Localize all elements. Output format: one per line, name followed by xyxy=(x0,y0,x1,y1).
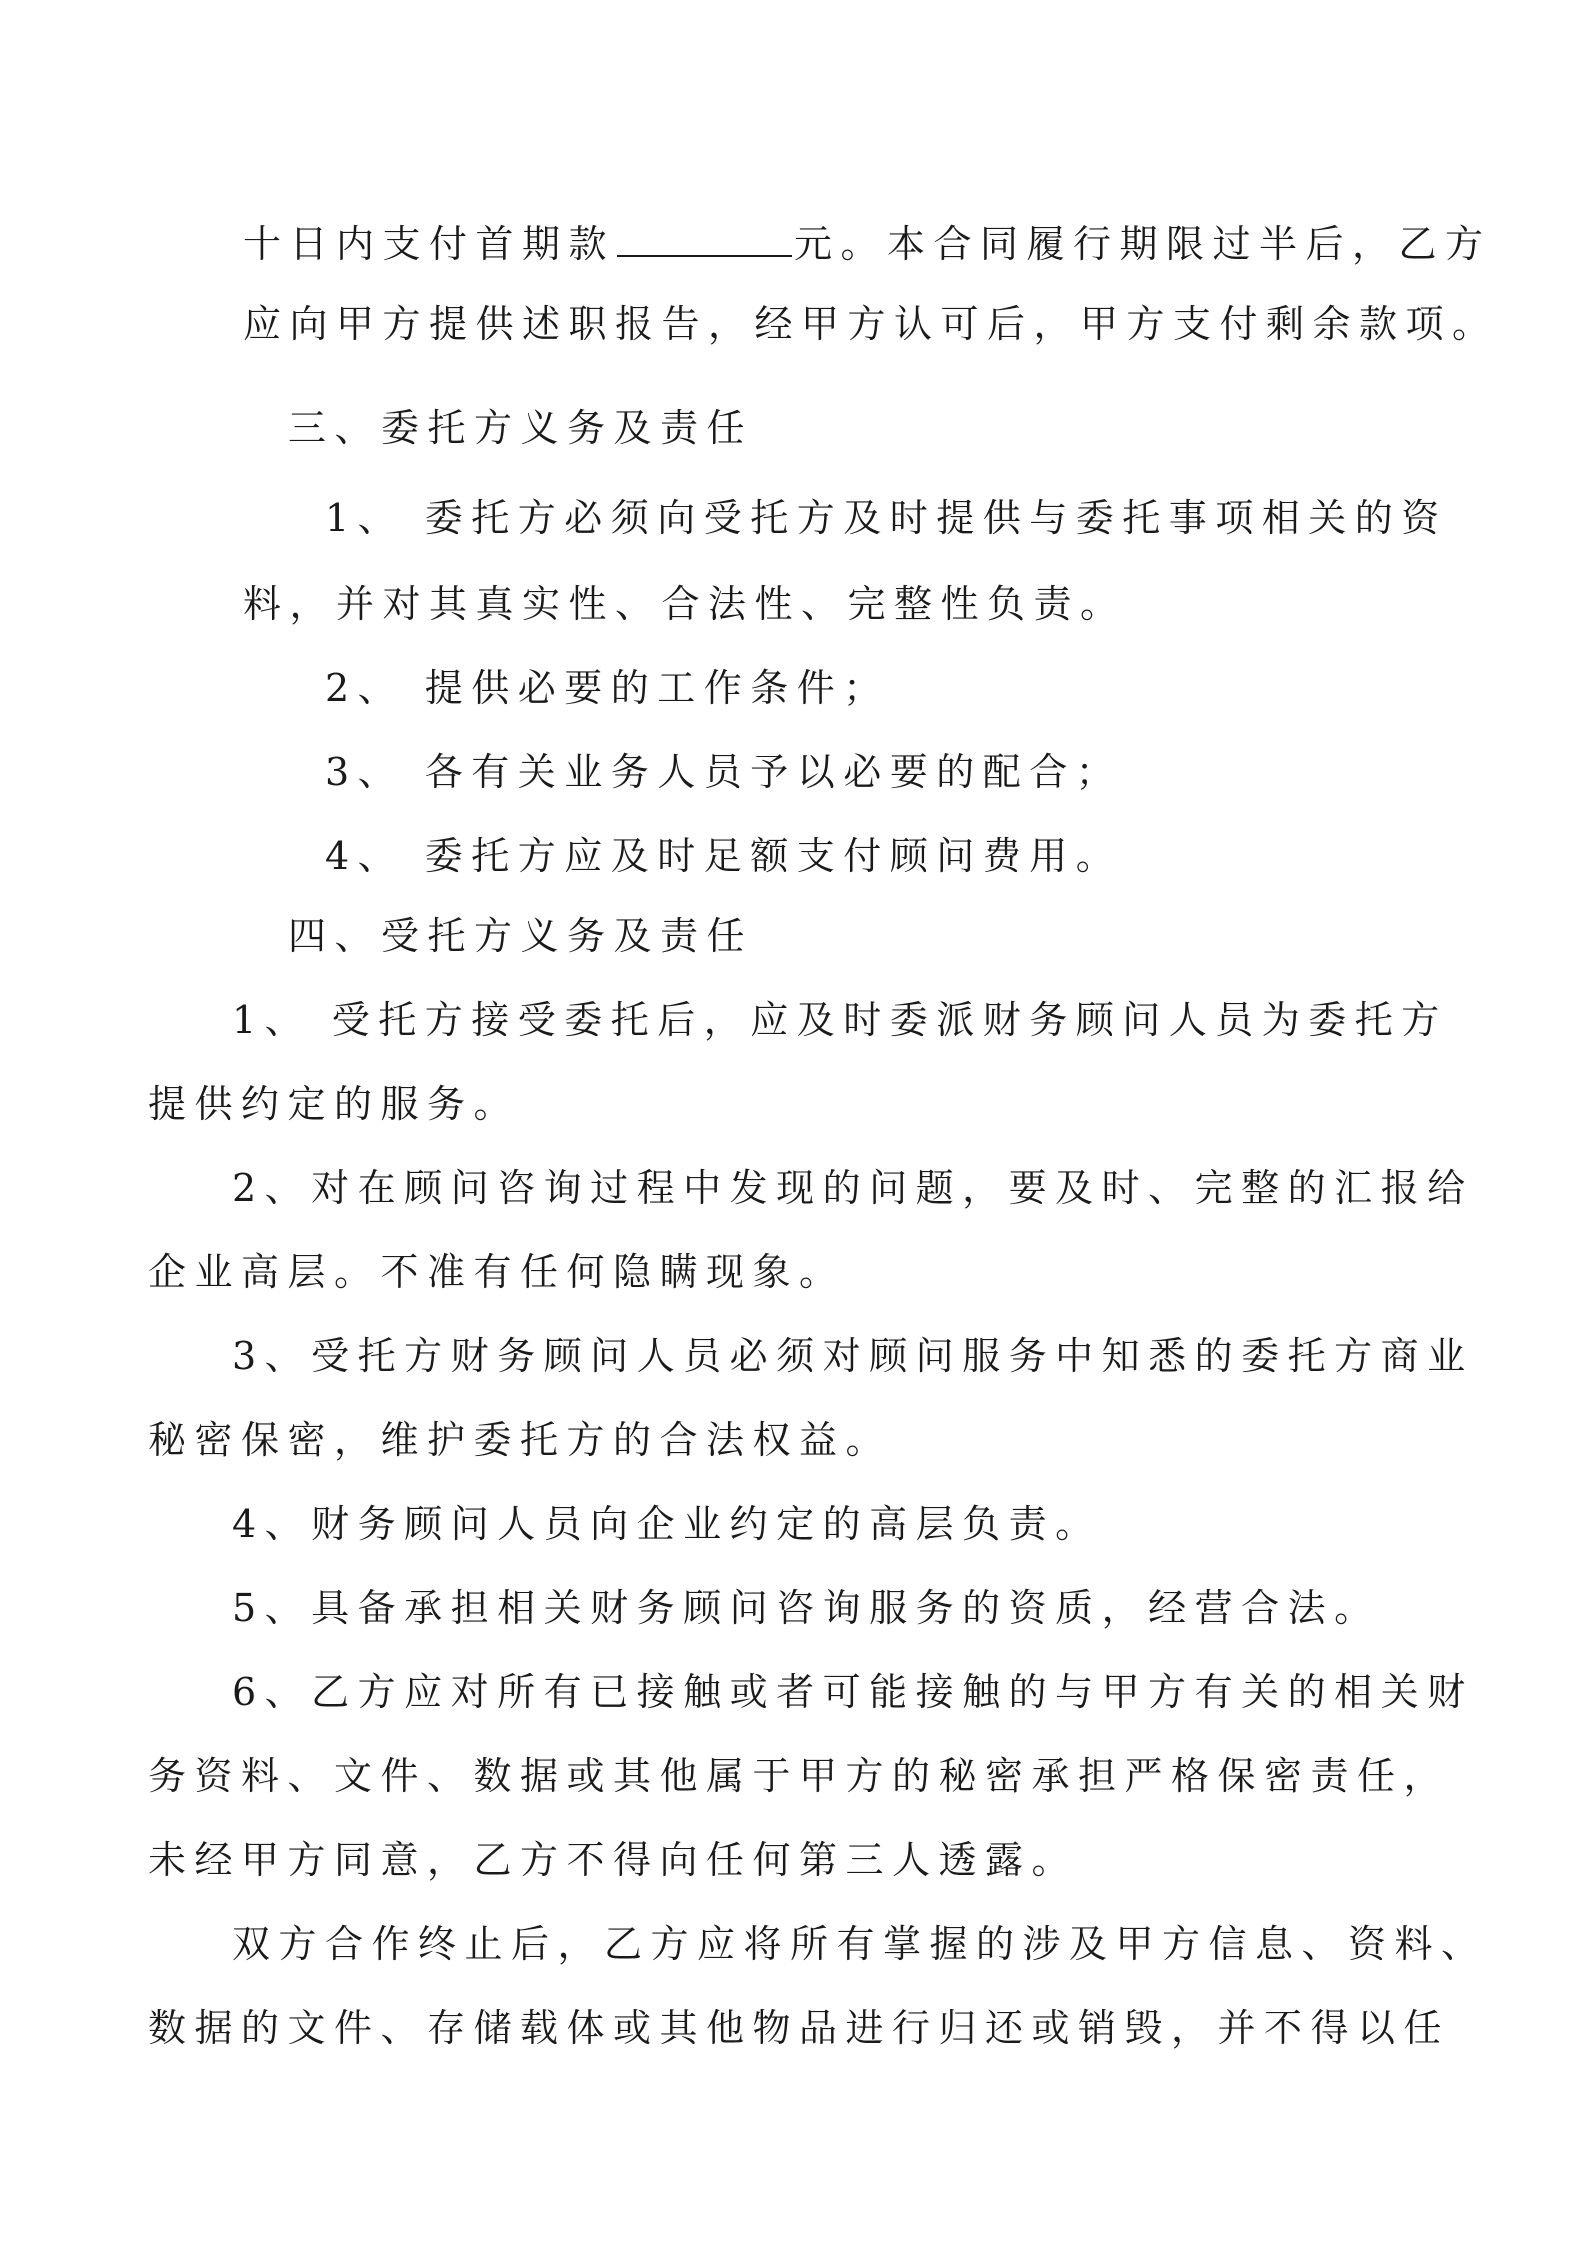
s4-item-6-line-1: 6、乙方应对所有已接触或者可能接触的与甲方有关的相关财 xyxy=(232,1670,1474,1714)
s3-item-1-line-2: 料，并对其真实性、合法性、完整性负责。 xyxy=(243,582,1127,626)
payment-text-a: 十日内支付首期款 xyxy=(243,222,616,266)
s4-item-3-line-1: 3、受托方财务顾问人员必须对顾问服务中知悉的委托方商业 xyxy=(232,1334,1474,1378)
s3-item-3: 3、 各有关业务人员予以必要的配合； xyxy=(325,750,1123,794)
payment-line-2: 应向甲方提供述职报告，经甲方认可后，甲方支付剩余款项。 xyxy=(243,302,1499,346)
closing-para-line-1: 双方合作终止后，乙方应将所有掌握的涉及甲方信息、资料、 xyxy=(232,1922,1488,1966)
s4-item-6-line-2: 务资料、文件、数据或其他属于甲方的秘密承担严格保密责任， xyxy=(148,1754,1451,1798)
s4-item-2-line-2: 企业高层。不准有任何隐瞒现象。 xyxy=(148,1250,846,1294)
s3-item-2: 2、 提供必要的工作条件； xyxy=(325,666,890,710)
s3-item-4: 4、 委托方应及时足额支付顾问费用。 xyxy=(325,834,1123,878)
s4-item-2-line-1: 2、对在顾问咨询过程中发现的问题，要及时、完整的汇报给 xyxy=(232,1166,1474,1210)
s4-item-4: 4、财务顾问人员向企业约定的高层负责。 xyxy=(232,1502,1102,1546)
s4-item-5: 5、具备承担相关财务顾问咨询服务的资质，经营合法。 xyxy=(232,1586,1381,1630)
s4-item-3-line-2: 秘密保密，维护委托方的合法权益。 xyxy=(148,1418,893,1462)
payment-amount-blank xyxy=(617,223,792,257)
closing-para-line-2: 数据的文件、存储载体或其他物品进行归还或销毁，并不得以任 xyxy=(148,2006,1451,2050)
s4-item-1-line-1: 1、 受托方接受委托后，应及时委派财务顾问人员为委托方 xyxy=(232,998,1448,1042)
payment-line-1 xyxy=(243,222,1492,266)
s4-item-6-line-3: 未经甲方同意，乙方不得向任何第三人透露。 xyxy=(148,1838,1079,1882)
section-3-heading: 三、委托方义务及责任 xyxy=(288,406,754,450)
s4-item-1-line-2: 提供约定的服务。 xyxy=(148,1082,521,1126)
s3-item-1-line-1: 1、 委托方必须向受托方及时提供与委托事项相关的资 xyxy=(325,496,1448,540)
section-4-heading: 四、受托方义务及责任 xyxy=(288,914,754,958)
payment-text-b: 元。本合同履行期限过半后，乙方 xyxy=(794,222,1492,266)
